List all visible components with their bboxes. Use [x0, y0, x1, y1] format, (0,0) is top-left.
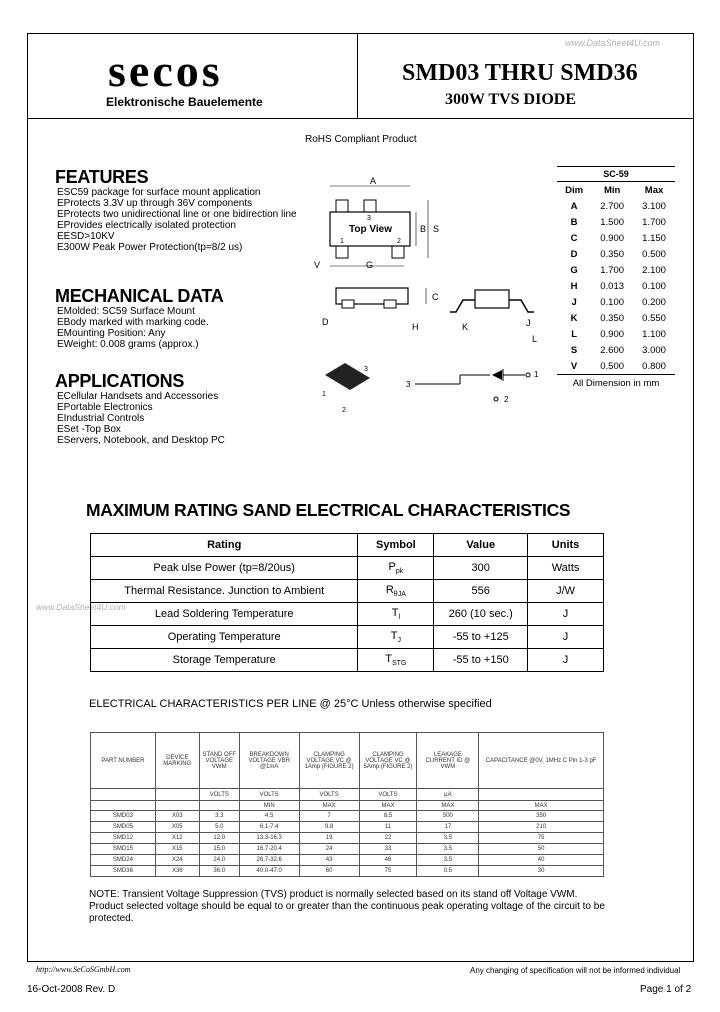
dim-cell: 1.500 — [600, 216, 625, 228]
dim-cell: S — [570, 344, 578, 356]
list-item: EProvides electrically isolated protection — [57, 220, 236, 231]
dim-header: Max — [644, 184, 664, 196]
elec-headers-cell: DEVICE MARKING — [155, 733, 199, 789]
dim-cell: 1.700 — [642, 216, 666, 228]
dim-row — [557, 262, 675, 278]
elec-cell: 17 — [417, 822, 479, 833]
elec-headers-cell: CLAMPING VOLTAGE VC @ 1Amp (FIGURE 2) — [299, 733, 359, 789]
elec-cell: 43 — [299, 855, 359, 866]
elec-cell: X12 — [155, 833, 199, 844]
dim-row — [557, 326, 675, 342]
elec-cell: 15.0 — [199, 844, 239, 855]
elec-units-cell: µA — [417, 789, 479, 801]
elec-cell: 7 — [299, 811, 359, 822]
max-header: Value — [434, 534, 528, 557]
elec-cell: 36.0 — [199, 866, 239, 877]
dim-cell: 0.900 — [600, 328, 625, 340]
elec-headers-cell: LEAKAGE CURRENT ID @ VWM — [417, 733, 479, 789]
rating-cell: Peak ulse Power (tp=8/20us) — [91, 557, 358, 580]
list-item: EWeight: 0.008 grams (approx.) — [57, 339, 199, 350]
max-row — [91, 603, 604, 626]
label-c: C — [432, 292, 439, 302]
symbol-subscript: θJA — [393, 591, 406, 599]
dim-cell: 0.100 — [600, 296, 625, 308]
dim-row — [557, 358, 675, 374]
units-cell: Watts — [528, 557, 604, 580]
list-item: E300W Peak Power Protection(tp=8/2 us) — [57, 242, 243, 253]
elec-cell: 12.0 — [199, 833, 239, 844]
dim-cell: 0.100 — [642, 280, 666, 292]
doc-subtitle: 300W TVS DIODE — [445, 91, 576, 108]
max-rating-title: MAXIMUM RATING SAND ELECTRICAL CHARACTERISTICS — [86, 500, 571, 520]
features-list — [57, 187, 327, 253]
pin-top-mid — [364, 200, 376, 212]
symbol-cell — [358, 580, 434, 603]
elec-cell: 24 — [299, 844, 359, 855]
elec-cell: 24.0 — [199, 855, 239, 866]
elec-cell: SMD05 — [91, 822, 156, 833]
elec-limits-cell: MAX — [359, 801, 417, 811]
dim-cell: 0.350 — [600, 248, 625, 260]
elec-limits-cell: MIN — [239, 801, 299, 811]
elec-cell: 13.3-16.3 — [239, 833, 299, 844]
elec-cell: 9.8 — [299, 822, 359, 833]
symbol-subscript: l — [398, 614, 400, 622]
dim-cell: 2.600 — [600, 344, 625, 356]
diode-symbol — [492, 370, 502, 380]
dim-cell: 1.700 — [600, 264, 625, 276]
units-cell: J/W — [528, 580, 604, 603]
footer-notice: Any changing of specification will not be informed individual — [470, 966, 681, 975]
symbol-subscript: J — [397, 637, 401, 645]
dim-cell: 0.500 — [642, 248, 666, 260]
dim-header: Min — [603, 184, 621, 196]
label-b: B — [420, 224, 427, 234]
label-s: S — [433, 224, 440, 234]
header-vertical-divider — [357, 33, 358, 118]
elec-cell: 75 — [479, 833, 604, 844]
table-row — [91, 844, 604, 855]
elec-cell: 6.1-7.4 — [239, 822, 299, 833]
max-row — [91, 649, 604, 672]
elec-cell: 33 — [359, 844, 417, 855]
dim-cell: 2.700 — [600, 200, 625, 212]
pin-label-3: 3 — [367, 215, 371, 222]
max-row — [91, 557, 604, 580]
elec-cell: 210 — [479, 822, 604, 833]
dim-cell: 3.100 — [642, 200, 666, 212]
rohs-label: RoHS Compliant Product — [305, 134, 417, 145]
label-d: D — [322, 317, 329, 327]
elec-units-cell — [155, 789, 199, 801]
symbol-cell — [358, 557, 434, 580]
footer-url[interactable]: http://www.SeCoSGmbH.com — [36, 965, 131, 974]
dim-cell: 0.500 — [600, 360, 625, 372]
dim-row — [557, 342, 675, 358]
elec-cell: 16.7-20.4 — [239, 844, 299, 855]
elec-limits-cell — [155, 801, 199, 811]
elec-cell: 5.0 — [199, 822, 239, 833]
elec-cell: X24 — [155, 855, 199, 866]
list-item: EIndustrial Controls — [57, 413, 145, 424]
table-row — [91, 811, 604, 822]
pkg-pin-2: 2 — [342, 407, 346, 414]
mechanical-heading: MECHANICAL DATA — [55, 286, 224, 306]
symbol-cell — [358, 603, 434, 626]
dim-row — [557, 198, 675, 214]
value-cell: -55 to +150 — [434, 649, 528, 672]
table-row — [91, 855, 604, 866]
pin-label-2: 2 — [397, 238, 401, 245]
pin-bottom-right — [392, 246, 404, 258]
dim-cell: L — [571, 328, 577, 340]
dim-row — [557, 278, 675, 294]
elec-cell: 8.5 — [359, 811, 417, 822]
elec-units-cell: VOLTS — [199, 789, 239, 801]
rating-cell: Thermal Resistance. Junction to Ambient — [91, 580, 358, 603]
watermark-top: www.DataSheet4U.com — [565, 38, 661, 48]
header-divider — [27, 118, 694, 119]
elec-cell: 3.3 — [199, 811, 239, 822]
label-k: K — [462, 322, 469, 332]
elec-cell: 3.5 — [417, 855, 479, 866]
label-g: G — [366, 260, 374, 270]
dim-cell: 2.100 — [642, 264, 666, 276]
dim-note: All Dimension in mm — [557, 374, 675, 389]
applications-heading: APPLICATIONS — [55, 371, 185, 391]
footer-page: Page 1 of 2 — [640, 984, 692, 995]
dim-header: Dim — [565, 184, 584, 196]
max-header: Symbol — [358, 534, 434, 557]
elec-cell: 22 — [359, 833, 417, 844]
elec-cell: SMD03 — [91, 811, 156, 822]
dim-cell: A — [570, 200, 578, 212]
pin-bottom-left — [336, 246, 348, 258]
elec-cell: 3.5 — [417, 833, 479, 844]
mechanical-list — [57, 306, 307, 350]
label-v: V — [314, 260, 321, 270]
elec-cell: 4.5 — [239, 811, 299, 822]
elec-cell: 350 — [479, 811, 604, 822]
symbol-text: R — [385, 583, 394, 596]
max-header: Rating — [91, 534, 358, 557]
elec-headers-cell: STAND OFF VOLTAGE VWM — [199, 733, 239, 789]
elec-cell: 3.5 — [417, 844, 479, 855]
dim-cell: J — [571, 296, 577, 308]
dim-cell: V — [570, 360, 578, 372]
pin-label-1: 1 — [340, 238, 344, 245]
rating-cell: Operating Temperature — [91, 626, 358, 649]
symbol-text: T — [391, 606, 399, 619]
table-row — [91, 833, 604, 844]
elec-cell: 500 — [417, 811, 479, 822]
elec-cell: SMD36 — [91, 866, 156, 877]
list-item: EProtects two unidirectional line or one bidirection line — [57, 209, 297, 220]
pkg-pin-1: 1 — [322, 391, 326, 398]
table-row — [91, 822, 604, 833]
label-h: H — [412, 322, 419, 332]
table-row — [91, 866, 604, 877]
elec-cell: 0.5 — [417, 866, 479, 877]
elec-cell: 40 — [479, 855, 604, 866]
list-item: EMolded: SC59 Surface Mount — [57, 306, 195, 317]
symbol-cell — [358, 649, 434, 672]
elec-cell: X03 — [155, 811, 199, 822]
max-header: Units — [528, 534, 604, 557]
value-cell: 300 — [434, 557, 528, 580]
symbol-subscript: pk — [395, 568, 404, 576]
dim-row — [557, 294, 675, 310]
dim-cell: 1.100 — [642, 328, 666, 340]
elec-units-cell — [479, 789, 604, 801]
value-cell: -55 to +125 — [434, 626, 528, 649]
dim-cell: D — [570, 248, 578, 260]
value-cell: 556 — [434, 580, 528, 603]
elec-cell: SMD15 — [91, 844, 156, 855]
list-item: EProtects 3.3V up through 36V components — [57, 198, 253, 209]
dim-cell: 3.000 — [642, 344, 666, 356]
company-subtitle: Elektronische Bauelemente — [106, 95, 263, 109]
package-diagram — [300, 170, 560, 420]
elec-limits-cell: MAX — [479, 801, 604, 811]
max-row — [91, 626, 604, 649]
list-item: EPortable Electronics — [57, 402, 153, 413]
elec-cell: 46 — [359, 855, 417, 866]
dim-cell: B — [570, 216, 578, 228]
elec-headers-cell: CLAMPING VOLTAGE VC @ 5Amp (FIGURE 2) — [359, 733, 417, 789]
dim-row — [557, 214, 675, 230]
dim-cell: H — [570, 280, 578, 292]
elec-limits-cell: MAX — [299, 801, 359, 811]
elec-headers-cell: PART NUMBER — [91, 733, 156, 789]
elec-cell: 40.0-47.0 — [239, 866, 299, 877]
doc-title: SMD03 THRU SMD36 — [402, 60, 638, 86]
elec-headers-cell: BREAKDOWN VOLTAGE VBR @1mA — [239, 733, 299, 789]
watermark-mid: www.DataSheet4U.com — [36, 602, 126, 612]
max-row — [91, 580, 604, 603]
elec-title: ELECTRICAL CHARACTERISTICS PER LINE @ 25°C Unless otherwise specified — [89, 698, 492, 710]
elec-cell: 60 — [299, 866, 359, 877]
pkg-pin-3: 3 — [364, 366, 368, 373]
note-text: NOTE: Transient Voltage Suppression (TVS) product is normally selected based on its stand off Voltage VWM. Product selected voltage should be equal to or greater than the continuous peak operating voltage of the circuit to be protected. — [89, 889, 605, 924]
list-item: ESC59 package for surface mount application — [57, 187, 261, 198]
symbol-text: P — [388, 560, 396, 573]
dimension-table — [557, 166, 675, 389]
elec-headers-cell: CAPACITANCE @0V, 1MHz C Pin 1-3 pF — [479, 733, 604, 789]
circuit-pin-1: 1 — [534, 370, 539, 379]
dim-row — [557, 230, 675, 246]
end-view-body — [475, 290, 509, 308]
circuit-pin-2: 2 — [504, 395, 509, 404]
list-item: EMounting Position: Any — [57, 328, 166, 339]
elec-table — [90, 732, 604, 877]
dim-cell: 0.900 — [600, 232, 625, 244]
list-item: EServers, Notebook, and Desktop PC — [57, 435, 225, 446]
elec-limits-cell — [199, 801, 239, 811]
elec-cell: X36 — [155, 866, 199, 877]
elec-cell: 50 — [479, 844, 604, 855]
dim-cell: 0.200 — [642, 296, 666, 308]
list-item: EESD>10KV — [57, 231, 115, 242]
features-heading: FEATURES — [55, 167, 149, 187]
symbol-text: T — [385, 652, 393, 665]
elec-cell: X05 — [155, 822, 199, 833]
elec-cell: 30 — [479, 866, 604, 877]
rating-cell: Lead Soldering Temperature — [91, 603, 358, 626]
elec-limits-cell — [91, 801, 156, 811]
applications-list — [57, 391, 307, 446]
elec-units-cell: VOLTS — [299, 789, 359, 801]
elec-cell: SMD12 — [91, 833, 156, 844]
symbol-subscript: STG — [392, 660, 407, 668]
value-cell: 260 (10 sec.) — [434, 603, 528, 626]
symbol-cell — [358, 626, 434, 649]
dim-cell: 1.150 — [642, 232, 666, 244]
list-item: ESet -Top Box — [57, 424, 121, 435]
dim-row — [557, 246, 675, 262]
elec-cell: 75 — [359, 866, 417, 877]
pin-top-left — [336, 200, 348, 212]
elec-cell: X15 — [155, 844, 199, 855]
symbol-text: T — [390, 629, 398, 642]
dim-cell: 0.350 — [600, 312, 625, 324]
list-item: EBody marked with marking code. — [57, 317, 209, 328]
elec-cell: 19 — [299, 833, 359, 844]
max-rating-table — [90, 533, 604, 672]
units-cell: J — [528, 626, 604, 649]
top-view-label: Top View — [349, 224, 392, 235]
units-cell: J — [528, 649, 604, 672]
dim-cell: K — [570, 312, 578, 324]
label-l: L — [532, 334, 538, 344]
dim-cell: 0.013 — [600, 280, 625, 292]
elec-cell: 26.7-32.6 — [239, 855, 299, 866]
dim-row — [557, 310, 675, 326]
dim-cell: 0.550 — [642, 312, 666, 324]
footer-date: 16-Oct-2008 Rev. D — [27, 984, 116, 995]
label-a: A — [370, 176, 377, 186]
elec-units-cell: VOLTS — [359, 789, 417, 801]
dim-cell: G — [570, 264, 578, 276]
dim-cell: 0.800 — [642, 360, 666, 372]
dim-table-title: SC-59 — [557, 166, 675, 182]
company-logo: secos — [108, 45, 223, 96]
elec-limits-cell: MAX — [417, 801, 479, 811]
circuit-pin-3: 3 — [406, 380, 411, 389]
elec-units-cell — [91, 789, 156, 801]
elec-units-cell: VOLTS — [239, 789, 299, 801]
elec-cell: SMD24 — [91, 855, 156, 866]
label-j: J — [526, 318, 531, 328]
list-item: ECellular Handsets and Accessories — [57, 391, 219, 402]
dim-cell: C — [570, 232, 578, 244]
rating-cell: Storage Temperature — [91, 649, 358, 672]
units-cell: J — [528, 603, 604, 626]
elec-cell: 11 — [359, 822, 417, 833]
